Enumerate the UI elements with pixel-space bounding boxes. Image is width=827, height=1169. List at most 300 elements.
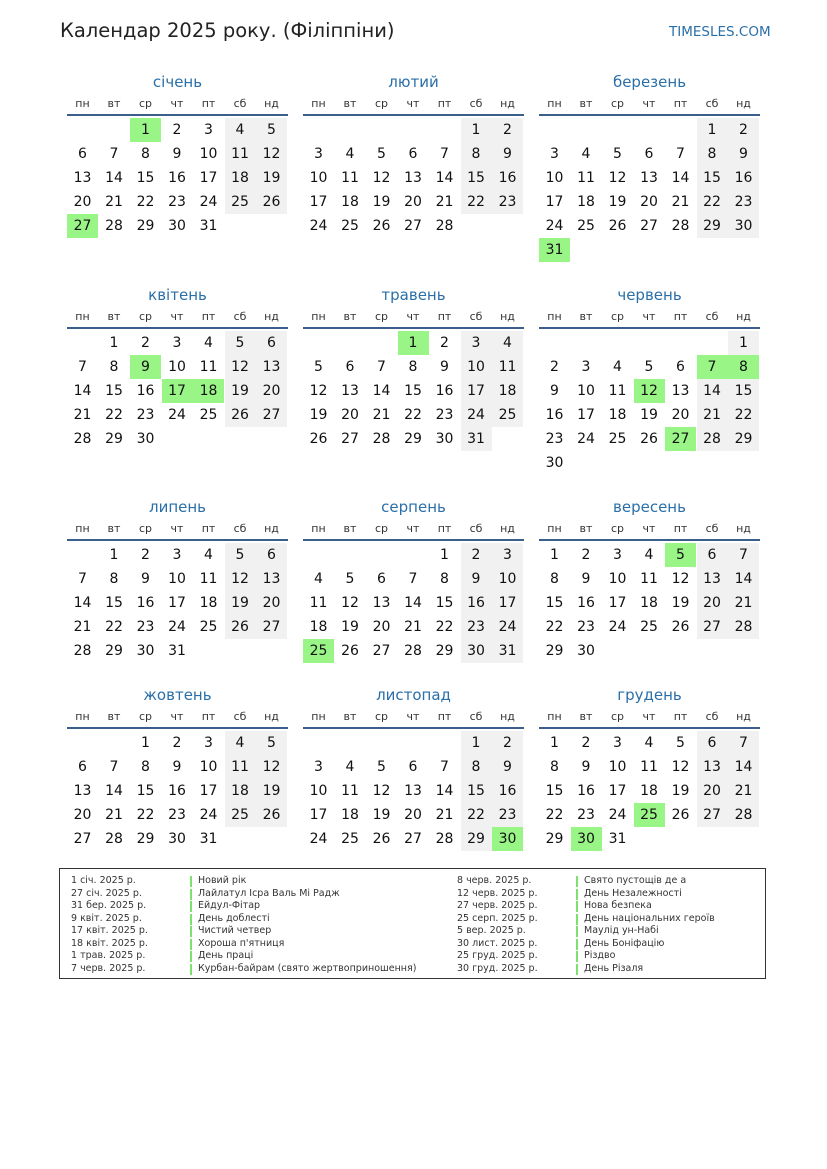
day-cell: 19	[671, 595, 690, 611]
day-cell: 10	[461, 355, 492, 379]
weekday-label: ср	[610, 310, 625, 323]
day-cell: 22	[136, 194, 155, 210]
header-divider	[67, 114, 288, 116]
weekday-label: пт	[201, 97, 216, 110]
day-cell: 5	[644, 359, 654, 375]
weekday-label: сб	[469, 97, 483, 110]
day-cell: 28	[105, 218, 123, 234]
day-cell: 25	[492, 403, 523, 427]
day-cell: 10	[608, 759, 627, 775]
day-cell: 20	[671, 407, 690, 423]
weekday-label: нд	[500, 310, 515, 323]
day-cell: 19	[640, 407, 658, 423]
weekday-label: вт	[579, 710, 593, 723]
day-cell: 1	[728, 331, 759, 355]
holiday-day-cell: 27	[665, 427, 696, 451]
day-cell: 8	[109, 359, 119, 375]
day-cell: 26	[372, 831, 391, 847]
day-cell: 27	[73, 831, 92, 847]
header-divider	[303, 539, 524, 541]
holiday-date: 1 січ. 2025 р.	[71, 875, 136, 886]
weekday-label: сб	[469, 710, 483, 723]
day-cell: 14	[404, 595, 422, 611]
day-cell: 22	[404, 407, 422, 423]
day-cell: 15	[105, 595, 123, 611]
header-divider	[539, 114, 760, 116]
weekday-label: нд	[500, 522, 515, 535]
day-cell: 1	[109, 335, 119, 351]
day-cell: 30	[728, 214, 759, 238]
weekday-label: сб	[233, 710, 247, 723]
day-cell: 18	[225, 779, 256, 803]
day-cell: 24	[545, 218, 564, 234]
header-divider	[303, 327, 524, 329]
holiday-name: Нова безпека	[584, 900, 652, 911]
holiday-day-cell: 17	[162, 379, 193, 403]
day-cell: 7	[78, 571, 87, 587]
month-name: січень	[152, 73, 203, 91]
weekday-label: чт	[406, 710, 420, 723]
holiday-date: 5 вер. 2025 р.	[457, 925, 526, 936]
day-cell: 24	[199, 807, 218, 823]
day-cell: 26	[341, 643, 359, 659]
day-cell: 8	[461, 755, 492, 779]
day-cell: 13	[341, 383, 359, 399]
day-cell: 19	[225, 379, 256, 403]
weekday-label: сб	[705, 310, 719, 323]
day-cell: 12	[256, 142, 287, 166]
holiday-marker	[190, 939, 192, 950]
day-cell: 2	[492, 118, 523, 142]
day-cell: 18	[199, 595, 218, 611]
weekday-label: ср	[610, 710, 625, 723]
weekday-label: пт	[673, 310, 688, 323]
day-cell: 29	[545, 831, 564, 847]
day-cell: 25	[225, 803, 256, 827]
day-cell: 1	[461, 118, 492, 142]
day-cell: 8	[550, 759, 559, 775]
holiday-name: Свято пустощів де а	[584, 875, 687, 886]
weekday-label: нд	[736, 310, 751, 323]
month-name: липень	[148, 498, 207, 516]
day-cell: 15	[545, 783, 564, 799]
day-cell: 7	[440, 146, 449, 162]
day-cell: 20	[404, 807, 422, 823]
day-cell: 20	[256, 379, 287, 403]
weekday-label: вт	[579, 310, 593, 323]
weekday-label: вт	[343, 310, 357, 323]
day-cell: 9	[172, 146, 182, 162]
day-cell: 20	[73, 194, 92, 210]
day-cell: 18	[225, 166, 256, 190]
day-cell: 2	[461, 543, 492, 567]
weekday-header	[303, 522, 524, 536]
day-cell: 7	[109, 759, 119, 775]
day-cell: 13	[697, 567, 728, 591]
day-cell: 5	[225, 543, 256, 567]
day-cell: 24	[461, 403, 492, 427]
day-cell: 19	[341, 619, 359, 635]
holiday-name: Маулід ун-Набі	[584, 925, 659, 936]
day-cell: 11	[577, 170, 595, 186]
day-cell: 15	[435, 595, 454, 611]
day-cell: 11	[309, 595, 328, 611]
day-cell: 7	[377, 359, 386, 375]
weekday-label: чт	[642, 710, 656, 723]
day-cell: 28	[404, 643, 422, 659]
day-cell: 5	[377, 759, 386, 775]
day-cell: 23	[435, 407, 454, 423]
day-cell: 19	[309, 407, 328, 423]
day-cell: 24	[168, 407, 186, 423]
day-cell: 17	[168, 595, 186, 611]
day-cell: 18	[577, 194, 595, 210]
holiday-date: 27 січ. 2025 р.	[71, 887, 142, 899]
day-cell: 23	[492, 190, 523, 214]
day-cell: 2	[172, 122, 182, 138]
day-cell: 3	[314, 759, 323, 775]
weekday-label: сб	[233, 97, 247, 110]
day-cell: 31	[168, 643, 186, 659]
day-cell: 20	[697, 591, 728, 615]
weekday-header	[67, 522, 288, 536]
weekday-label: пн	[311, 310, 326, 323]
weekday-label: пн	[311, 97, 326, 110]
day-cell: 13	[73, 783, 92, 799]
day-cell: 10	[168, 571, 186, 587]
day-cell: 24	[608, 807, 627, 823]
weekday-header	[539, 710, 760, 724]
day-cell: 16	[168, 783, 186, 799]
day-cell: 27	[341, 431, 359, 447]
day-cell: 14	[372, 383, 391, 399]
day-cell: 28	[728, 615, 759, 639]
holiday-name: День Незалежності	[584, 887, 682, 899]
day-cell: 8	[461, 142, 492, 166]
holiday-date: 8 черв. 2025 р.	[457, 875, 532, 886]
holiday-marker	[190, 876, 192, 887]
day-cell: 18	[341, 194, 359, 210]
day-cell: 11	[199, 571, 218, 587]
day-cell: 9	[581, 571, 591, 587]
day-cell: 21	[671, 194, 690, 210]
weekday-label: пт	[673, 522, 688, 535]
day-cell: 26	[640, 431, 658, 447]
day-cell: 9	[728, 142, 759, 166]
day-cell: 26	[671, 619, 690, 635]
holiday-date: 27 черв. 2025 р.	[457, 900, 538, 911]
weekday-label: пн	[547, 522, 562, 535]
day-cell: 29	[461, 827, 492, 851]
holiday-marker	[576, 926, 578, 937]
day-cell: 31	[608, 831, 627, 847]
day-cell: 23	[545, 431, 564, 447]
day-cell: 11	[492, 355, 523, 379]
weekday-label: пн	[75, 97, 90, 110]
holiday-name: Хороша п'ятниця	[198, 937, 285, 949]
day-cell: 25	[341, 831, 359, 847]
day-cell: 5	[225, 331, 256, 355]
weekday-label: чт	[170, 97, 184, 110]
weekday-label: пт	[437, 97, 452, 110]
day-cell: 23	[168, 807, 186, 823]
day-cell: 21	[404, 619, 422, 635]
day-cell: 15	[105, 383, 123, 399]
day-cell: 24	[199, 194, 218, 210]
day-cell: 13	[404, 783, 422, 799]
day-cell: 11	[608, 383, 627, 399]
weekday-label: нд	[264, 310, 279, 323]
day-cell: 24	[309, 831, 328, 847]
day-cell: 29	[697, 214, 728, 238]
day-cell: 6	[377, 571, 386, 587]
day-cell: 5	[256, 118, 287, 142]
day-cell: 16	[728, 166, 759, 190]
day-cell: 30	[168, 831, 186, 847]
day-cell: 12	[372, 783, 391, 799]
day-cell: 18	[608, 407, 627, 423]
holiday-marker	[190, 914, 192, 925]
weekday-label: пт	[201, 710, 216, 723]
day-cell: 16	[492, 779, 523, 803]
day-cell: 25	[199, 619, 218, 635]
day-cell: 11	[199, 359, 218, 375]
header-divider	[303, 727, 524, 729]
day-cell: 2	[581, 547, 591, 563]
day-cell: 5	[676, 735, 685, 751]
weekday-header	[539, 310, 760, 324]
weekday-label: сб	[705, 522, 719, 535]
day-cell: 19	[608, 194, 627, 210]
holiday-name: День національних героїв	[584, 912, 715, 924]
day-cell: 25	[225, 190, 256, 214]
holiday-day-cell: 18	[193, 379, 224, 403]
day-cell: 1	[550, 735, 559, 751]
day-cell: 12	[608, 170, 627, 186]
day-cell: 3	[461, 331, 492, 355]
day-cell: 14	[435, 783, 454, 799]
day-cell: 2	[141, 335, 150, 351]
day-cell: 21	[697, 403, 728, 427]
day-cell: 16	[577, 783, 595, 799]
holiday-day-cell: 5	[665, 543, 696, 567]
weekday-label: вт	[107, 310, 121, 323]
day-cell: 5	[314, 359, 323, 375]
day-cell: 4	[314, 571, 323, 587]
day-cell: 22	[545, 619, 564, 635]
day-cell: 21	[372, 407, 391, 423]
day-cell: 11	[640, 571, 658, 587]
day-cell: 15	[404, 383, 422, 399]
weekday-header	[303, 310, 524, 324]
day-cell: 11	[225, 142, 256, 166]
day-cell: 2	[581, 735, 591, 751]
day-cell: 15	[461, 779, 492, 803]
day-cell: 27	[256, 615, 287, 639]
day-cell: 9	[440, 359, 449, 375]
day-cell: 9	[581, 759, 591, 775]
day-cell: 23	[577, 619, 595, 635]
day-cell: 24	[168, 619, 186, 635]
holiday-name: День праці	[198, 950, 254, 961]
weekday-label: нд	[264, 97, 279, 110]
holiday-marker	[190, 926, 192, 937]
holiday-day-cell: 30	[571, 827, 602, 851]
weekday-label: нд	[264, 522, 279, 535]
holiday-marker	[576, 901, 578, 912]
header-divider	[539, 327, 760, 329]
weekday-label: пт	[437, 310, 452, 323]
weekday-label: вт	[343, 97, 357, 110]
day-cell: 16	[168, 170, 186, 186]
weekday-label: чт	[406, 97, 420, 110]
day-cell: 17	[199, 783, 218, 799]
holiday-name: Курбан-байрам (свято жертвоприношення)	[198, 962, 417, 974]
weekday-label: нд	[500, 710, 515, 723]
weekday-header	[539, 97, 760, 111]
day-cell: 25	[608, 431, 627, 447]
holiday-day-cell: 8	[728, 355, 759, 379]
day-cell: 20	[256, 591, 287, 615]
month-name: листопад	[376, 686, 451, 704]
weekday-label: чт	[642, 522, 656, 535]
day-cell: 4	[644, 735, 654, 751]
weekday-label: ср	[374, 310, 389, 323]
day-cell: 21	[73, 619, 92, 635]
weekday-label: сб	[233, 522, 247, 535]
holiday-name: Новий рік	[198, 875, 247, 886]
holiday-date: 25 серп. 2025 р.	[457, 912, 538, 924]
day-cell: 29	[136, 831, 155, 847]
holiday-legend	[59, 868, 766, 979]
weekday-label: пт	[673, 97, 688, 110]
day-cell: 3	[204, 122, 213, 138]
day-cell: 14	[671, 170, 690, 186]
day-cell: 26	[225, 403, 256, 427]
day-cell: 20	[640, 194, 658, 210]
weekday-header	[67, 310, 288, 324]
day-cell: 27	[640, 218, 658, 234]
month-name: вересень	[613, 498, 686, 516]
holiday-date: 31 бер. 2025 р.	[71, 900, 147, 911]
day-cell: 19	[225, 591, 256, 615]
day-cell: 1	[697, 118, 728, 142]
day-cell: 7	[728, 731, 759, 755]
day-cell: 8	[550, 571, 559, 587]
day-cell: 6	[676, 359, 685, 375]
day-cell: 23	[461, 615, 492, 639]
day-cell: 4	[204, 335, 213, 351]
day-cell: 17	[492, 591, 523, 615]
day-cell: 10	[545, 170, 564, 186]
day-cell: 11	[341, 783, 359, 799]
day-cell: 14	[728, 755, 759, 779]
day-cell: 29	[105, 431, 123, 447]
day-cell: 4	[345, 146, 355, 162]
weekday-label: вт	[579, 97, 593, 110]
weekday-label: сб	[233, 310, 247, 323]
holiday-marker	[576, 876, 578, 887]
day-cell: 22	[728, 403, 759, 427]
weekday-label: пт	[201, 310, 216, 323]
day-cell: 17	[608, 595, 627, 611]
day-cell: 23	[168, 194, 186, 210]
day-cell: 15	[545, 595, 564, 611]
day-cell: 20	[404, 194, 422, 210]
day-cell: 28	[435, 831, 454, 847]
holiday-date: 9 квіт. 2025 р.	[71, 912, 142, 924]
day-cell: 4	[225, 731, 256, 755]
day-cell: 26	[608, 218, 627, 234]
day-cell: 7	[408, 571, 418, 587]
day-cell: 19	[372, 194, 391, 210]
day-cell: 16	[435, 383, 454, 399]
day-cell: 22	[105, 619, 123, 635]
day-cell: 2	[141, 547, 150, 563]
day-cell: 4	[644, 547, 654, 563]
day-cell: 4	[225, 118, 256, 142]
weekday-label: сб	[469, 522, 483, 535]
day-cell: 18	[640, 595, 658, 611]
weekday-label: пн	[75, 522, 90, 535]
day-cell: 2	[728, 118, 759, 142]
holiday-date: 17 квіт. 2025 р.	[71, 925, 148, 936]
weekday-label: чт	[642, 310, 656, 323]
holiday-day-cell: 25	[303, 639, 334, 663]
day-cell: 19	[256, 166, 287, 190]
day-cell: 14	[105, 170, 123, 186]
day-cell: 2	[440, 335, 449, 351]
day-cell: 7	[728, 543, 759, 567]
day-cell: 22	[461, 190, 492, 214]
brand-link[interactable]: TIMESLES.COM	[669, 24, 771, 40]
day-cell: 8	[440, 571, 449, 587]
header-divider	[303, 114, 524, 116]
holiday-marker	[190, 901, 192, 912]
header-divider	[539, 727, 760, 729]
day-cell: 20	[73, 807, 92, 823]
holiday-day-cell: 31	[539, 238, 570, 262]
month-name: лютий	[388, 73, 439, 91]
day-cell: 26	[256, 803, 287, 827]
day-cell: 20	[697, 779, 728, 803]
day-cell: 17	[309, 807, 328, 823]
weekday-label: чт	[642, 97, 656, 110]
day-cell: 19	[372, 807, 391, 823]
day-cell: 21	[105, 194, 123, 210]
day-cell: 13	[256, 355, 287, 379]
day-cell: 20	[341, 407, 359, 423]
month-name: березень	[612, 73, 687, 91]
day-cell: 5	[345, 571, 355, 587]
day-cell: 8	[109, 571, 119, 587]
holiday-date: 30 лист. 2025 р.	[457, 937, 538, 949]
holiday-date: 18 квіт. 2025 р.	[71, 937, 148, 949]
day-cell: 16	[545, 407, 564, 423]
day-cell: 23	[577, 807, 595, 823]
weekday-label: пн	[311, 522, 326, 535]
day-cell: 5	[377, 146, 386, 162]
day-cell: 12	[309, 383, 328, 399]
day-cell: 30	[168, 218, 186, 234]
holiday-date: 30 груд. 2025 р.	[457, 962, 538, 974]
month-name: травень	[381, 286, 446, 304]
weekday-label: вт	[343, 522, 357, 535]
day-cell: 27	[404, 831, 422, 847]
day-cell: 13	[256, 567, 287, 591]
day-cell: 7	[109, 146, 119, 162]
day-cell: 26	[671, 807, 690, 823]
